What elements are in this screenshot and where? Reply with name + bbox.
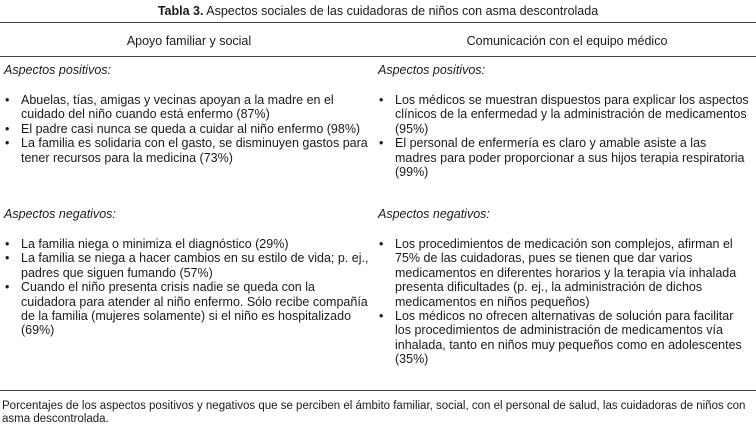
list-item: • Los médicos no ofrecen alternativas de solución para facilitar los procedimientos de administración de medicamentos vía inhalada, tanto en niños muy pequeños como en adolescentes (35%) [378,309,750,367]
left-negative-list [4,237,369,338]
table-caption: Aspectos sociales de las cuidadoras de niños con asma descontrolada [206,4,599,18]
list-item: • Abuelas, tías, amigas y vecinas apoyan a la madre en el cuidado del niño cuando está enfermo (87%) [4,93,369,122]
bottom-rule [0,390,756,391]
right-negative-label-wrap [378,207,750,221]
left-positive-label: Aspectos positivos: [4,63,111,77]
list-item: • La familia es solidaria con el gasto, se disminuyen gastos para tener recursos para la medicina (73%) [4,136,369,165]
column-header-medical: Comunicación con el equipo médico [466,34,668,48]
right-positive-label-wrap [378,63,750,77]
header-rule [0,56,756,57]
column-header-family: Apoyo familiar y social [126,34,252,48]
right-negative-list [378,237,750,367]
list-item: • El padre casi nunca se queda a cuidar al niño enfermo (98%) [4,122,369,136]
left-negative-label: Aspectos negativos: [4,207,116,221]
list-item: • El personal de enfermería es claro y amable asiste a las madres para poder proporcionar a sus hijos terapia respiratoria (99%) [378,136,750,179]
right-negative-label: Aspectos negativos: [378,207,490,221]
table-footnote: Porcentajes de los aspectos positivos y negativos que se perciben el ámbito familiar, social, con el personal de salud, las cuidadoras de niños con asma descontrolada. [2,400,746,425]
list-item: • Los procedimientos de medicación son complejos, afirman el 75% de las cuidadoras, pues se tienen que dar varios medicamentos en diferentes horarios y la terapia vía inhalada presenta dificultades (p. ej., la administración de dichos medicamentos en niños pequeños) [378,237,750,309]
left-negative-label-wrap [4,207,369,221]
table-title [0,3,756,19]
list-item: • La familia niega o minimiza el diagnóstico (29%) [4,237,369,251]
list-item: • Los médicos se muestran dispuestos para explicar los aspectos clínicos de la enfermedad y la administración de medicamentos (95%) [378,93,750,136]
left-positive-list [4,93,369,165]
list-item: • La familia se niega a hacer cambios en su estilo de vida; p. ej., padres que siguen fumando (57%) [4,251,369,280]
top-rule [0,22,756,23]
left-positive-label-wrap [4,63,369,77]
right-positive-list [378,93,750,179]
right-positive-label: Aspectos positivos: [378,63,485,77]
list-item: • Cuando el niño presenta crisis nadie se queda con la cuidadora para atender al niño enfermo. Sólo recibe compañía de la familia (mujeres solamente) si el niño es hospitalizado (69%) [4,280,369,338]
table-number: Tabla 3. [157,4,204,18]
